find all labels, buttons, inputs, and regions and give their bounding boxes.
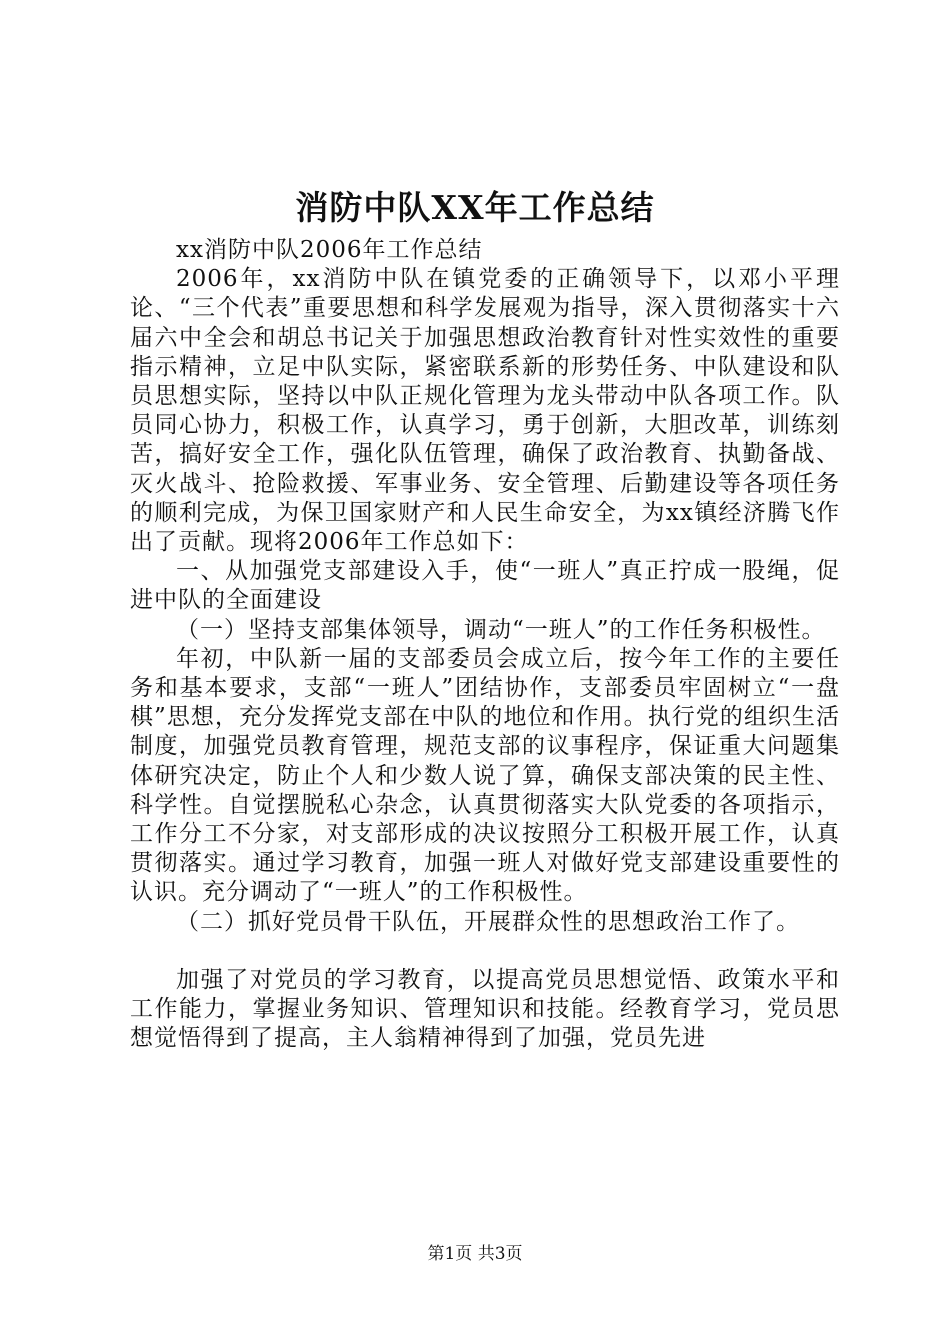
page-number: 第1页 共3页 xyxy=(427,1244,523,1264)
document-body xyxy=(130,236,840,1053)
paragraph-body-2: 加强了对党员的学习教育，以提高党员思想觉悟、政策水平和工作能力，掌握业务知识、管理知识和技能。经教育学习，党员思想觉悟得到了提高，主人翁精神得到了加强，党员先进 xyxy=(130,966,840,1052)
section-heading-1: 一、从加强党支部建设入手，使“一班人”真正拧成一股绳，促进中队的全面建设 xyxy=(130,558,840,614)
paragraph-intro: 2006年，xx消防中队在镇党委的正确领导下，以邓小平理论、“三个代表”重要思想和科学发展观为指导，深入贯彻落实十六届六中全会和胡总书记关于加强思想政治教育针对性实效性的重要指示精神，立足中队实际，紧密联系新的形势任务、中队建设和队员思想实际，坚持以中队正规化管理为龙头带动中队各项工作。队员同心协力，积极工作，认真学习，勇于创新，大胆改革，训练刻苦，搞好安全工作，强化队伍管理，确保了政治教育、执勤备战、灭火战斗、抢险救援、军事业务、安全管理、后勤建设等各项任务的顺利完成，为保卫国家财产和人民生命安全，为xx镇经济腾飞作出了贡献。现将2006年工作总如下： xyxy=(130,266,840,556)
paragraph-body-1: 年初，中队新一届的支部委员会成立后，按今年工作的主要任务和基本要求，支部“一班人”团结协作，支部委员牢固树立“一盘棋”思想，充分发挥党支部在中队的地位和作用。执行党的组织生活制度，加强党员教育管理，规范支部的议事程序，保证重大问题集体研究决定，防止个人和少数人说了算，确保支部决策的民主性、科学性。自觉摆脱私心杂念，认真贯彻落实大队党委的各项指示，工作分工不分家，对支部形成的决议按照分工积极开展工作，认真贯彻落实。通过学习教育，加强一班人对做好党支部建设重要性的认识。充分调动了“一班人”的工作积极性。 xyxy=(130,645,840,906)
paragraph-subtitle: xx消防中队2006年工作总结 xyxy=(176,237,483,263)
subsection-heading-2: （二）抓好党员骨干队伍，开展群众性的思想政治工作了。 xyxy=(176,908,800,935)
subsection-heading-1: （一）坚持支部集体领导，调动“一班人”的工作任务积极性。 xyxy=(176,616,826,643)
document-title: 消防中队XX年工作总结 xyxy=(295,188,655,227)
